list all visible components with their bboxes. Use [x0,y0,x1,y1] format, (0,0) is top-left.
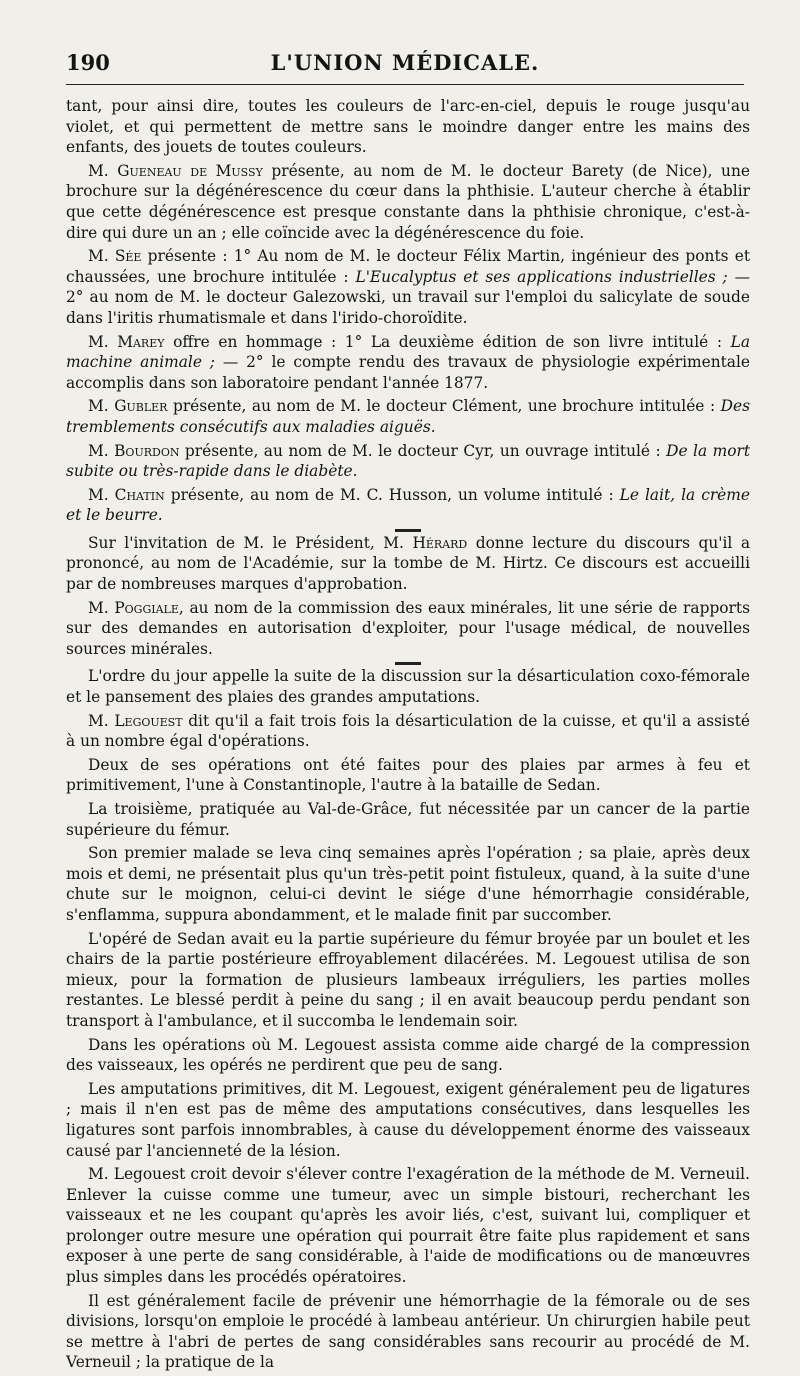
paragraph-1: tant, pour ainsi dire, toutes les couleurs de l'arc-en-ciel, depuis le rouge jusqu'au violet, et qui permettent de mettre sans le moindre danger entre les mains des enfants, des jouets de toutes couleurs. [66,97,750,157]
page-header [66,50,744,80]
paragraph-15: L'opéré de Sedan avait eu la partie supérieure du fémur broyée par un boulet et les chairs de la partie postérieure effroyablement dilacérées. M. Legouest utilisa de son mieux, pour la formation de plusieurs lambeaux irréguliers, les parties molles restantes. Le blessé perdit à peine du sang ; il en avait beaucoup perdu pendant son transport à l'ambulance, et il succomba le lendemain soir. [66,929,750,1030]
person-name: Chatin [114,485,165,504]
book-title: Des tremblements consécutifs aux maladies aiguës. [66,397,751,436]
book-title: La machine animale ; [66,332,750,372]
section-separator [395,529,421,532]
paragraph-17: Les amputations primitives, dit M. Legouest, exigent généralement peu de ligatures ; mais il n'en est pas de même des amputations consécutives, dans lesquelles les ligatures sont parfois innombrables, à cause du développement énorme des vaisseaux causé par l'ancienneté de la lésion. [66,1079,750,1160]
paragraph-18: M. Legouest croit devoir s'élever contre l'exagération de la méthode de M. Verneuil. Enlever la cuisse comme une tumeur, avec un simple bistouri, recherchant les vaisseaux et ne les coupant qu'après les avoir liés, c'est, suivant lui, compliquer et prolonger outre mesure une opération qui pourrait être faite plus rapidement et sans exposer à une perte de sang considérable, à l'aide de modifications ou de manœuvres plus simples dans les procédés opératoires. [66,1165,750,1287]
page-number: 190 [66,50,110,75]
paragraph-see: M. Sée présente : 1° Au nom de M. le docteur Félix Martin, ingénieur des ponts et chaussées, une brochure intitulée : L'Eucalyptus et ses applications industrielles ; — 2° au nom de M. le docteur Galezowski, un travail sur l'emploi du salicylate de soude dans l'iritis rhumatismale et dans l'irido-choroïdite. [66,247,751,327]
person-name: Hérard [412,533,468,552]
person-name: Gueneau de Mussy [117,161,263,180]
paragraph-ordre-du-jour: L'ordre du jour appelle la suite de la discussion sur la désarticulation coxo-fémorale et le pansement des plaies des grandes amputations. [66,667,750,707]
paragraph-marey: M. Marey offre en hommage : 1° La deuxième édition de son livre intitulé : La machine animale ; — 2° le compte rendu des travaux de physiologie expérimentale accomplis dans son laboratoire pendant l'année 1877. [66,332,750,392]
article-body [66,96,750,1376]
paragraph-gubler: M. Gubler présente, au nom de M. le docteur Clément, une brochure intitulée : Des tremblements consécutifs aux maladies aiguës. [66,397,751,436]
paragraph-legouest: M. Legouest dit qu'il a fait trois fois la désarticulation de la cuisse, et qu'il a assisté à un nombre égal d'opérations. [66,711,750,751]
person-name: Poggiale [114,598,179,617]
running-title: L'UNION MÉDICALE. [270,50,540,75]
paragraph-herard: Sur l'invitation de M. le Président, M. Hérard donne lecture du discours qu'il a prononcé, au nom de l'Académie, sur la tombe de M. Hirtz. Ce discours est accueilli par de nombreuses marques d'approbation. [66,533,750,594]
book-title: Le lait, la crème et le beurre. [66,485,750,525]
paragraph-12: Deux de ses opérations ont été faites pour des plaies par armes à feu et primitivement, l'une à Constantinople, l'autre à la bataille de Sedan. [66,755,750,795]
person-name: Legouest [114,711,183,730]
paragraph-chatin: M. Chatin présente, au nom de M. C. Husson, un volume intitulé : Le lait, la crème et le beurre. [66,485,750,525]
paragraph-poggiale: M. Poggiale, au nom de la commission des eaux minérales, lit une série de rapports sur des demandes en autorisation d'exploiter, pour l'usage médical, de nouvelles sources minérales. [66,598,751,658]
paragraph-bourdon: M. Bourdon présente, au nom de M. le docteur Cyr, un ouvrage intitulé : De la mort subite ou très-rapide dans le diabète. [66,441,751,481]
book-title: De la mort subite ou très-rapide dans le diabète. [66,441,751,481]
paragraph-13: La troisième, pratiquée au Val-de-Grâce, fut nécessitée par un cancer de la partie supérieure du fémur. [66,800,750,839]
paragraph-19: Il est généralement facile de prévenir une hémorrhagie de la fémorale ou de ses divisions, lorsqu'on emploie le procédé à lambeau antérieur. Un chirurgien habile peut se mettre à l'abri de pertes de sang considérables sans recourir au procédé de M. Verneuil ; la pratique de la [66,1291,750,1372]
person-name: Bourdon [114,441,180,460]
paragraph-gueneau: M. Gueneau de Mussy présente, au nom de M. le docteur Barety (de Nice), une brochure sur la dégénérescence du cœur dans la phthisie. L'auteur cherche à établir que cette dégénérescence est presque constante dans la phthisie chronique, c'est-à-dire qui dure un an ; elle coïncide avec la dégénérescence du foie. [66,161,750,242]
header-rule [66,84,744,85]
person-name: Sée [114,247,142,266]
person-name: Marey [117,332,165,351]
section-separator [395,662,421,665]
paragraph-16: Dans les opérations où M. Legouest assista comme aide chargé de la compression des vaisseaux, les opérés ne perdirent que peu de sang. [66,1035,750,1075]
person-name: Gubler [114,397,168,416]
book-title: L'Eucalyptus et ses applications industrielles ; [355,267,728,286]
paragraph-14: Son premier malade se leva cinq semaines après l'opération ; sa plaie, après deux mois et demi, ne présentait plus qu'un très-petit point fistuleux, quand, à la suite d'une chute sur le moignon, celui-ci devint le siége d'une hémorrhagie considérable, s'enflamma, suppura abondamment, et le malade finit par succomber. [66,844,750,924]
